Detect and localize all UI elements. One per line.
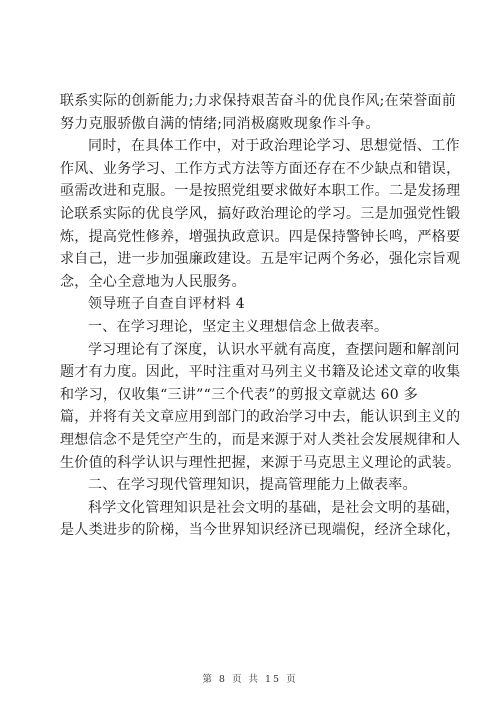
page-footer: 第 8 页 共 15 页 — [202, 674, 298, 685]
text-line: 努力克服骄傲自满的情绪;同消极腐败现象作斗争。 — [60, 115, 380, 132]
text-line: 同时，在具体工作中，对于政治理论学习、思想觉悟、工作 — [88, 138, 460, 155]
text-line: 学习理论有了深度，认识水平就有高度，查摆问题和解剖问 — [88, 341, 460, 358]
text-line: 炼，提高党性修养，增强执政意识。四是保持警钟长鸣，严格要 — [60, 228, 461, 245]
text-line: 题才有力度。因此，平时注重对马列主义书籍及论述文章的收集 — [60, 364, 461, 381]
text-line: 求自己，进一步加强廉政建设。五是牢记两个务必，强化宗旨观 — [60, 251, 461, 268]
text-line: 篇，并将有关文章应用到部门的政治学习中去，能认识到主义的 — [60, 409, 461, 426]
text-line: 作风、业务学习、工作方式方法等方面还存在不少缺点和错误， — [60, 160, 461, 177]
text-line: 亟需改进和克服。一是按照党组要求做好本职工作。二是发扬理 — [60, 183, 461, 200]
text-line: 和学习，仅收集“三讲”“三个代表”的剪报文章就达 60 多 — [60, 386, 419, 403]
document-body — [60, 90, 461, 542]
text-line: 论联系实际的优良学风，搞好政治理论的学习。三是加强党性锻 — [60, 205, 461, 222]
text-line: 联系实际的创新能力;力求保持艰苦奋斗的优良作风;在荣誉面前 — [60, 93, 457, 109]
text-line: 科学文化管理知识是社会文明的基础，是社会文明的基础， — [88, 499, 460, 516]
text-line: 一、在学习理论，坚定主义理想信念上做表率。 — [88, 318, 389, 335]
text-line: 念，全心全意地为人民服务。 — [60, 273, 246, 290]
text-line: 理想信念不是凭空产生的，而是来源于对人类社会发展规律和人 — [60, 431, 461, 448]
text-line: 是人类进步的阶梯，当今世界知识经济已现端倪，经济全球化， — [60, 522, 461, 539]
text-line: 二、在学习现代管理知识，提高管理能力上做表率。 — [88, 477, 417, 494]
text-line: 生价值的科学认识与理性把握，来源于马克思主义理论的武装。 — [60, 454, 461, 471]
text-line: 领导班子自查自评材料 4 — [88, 296, 245, 313]
